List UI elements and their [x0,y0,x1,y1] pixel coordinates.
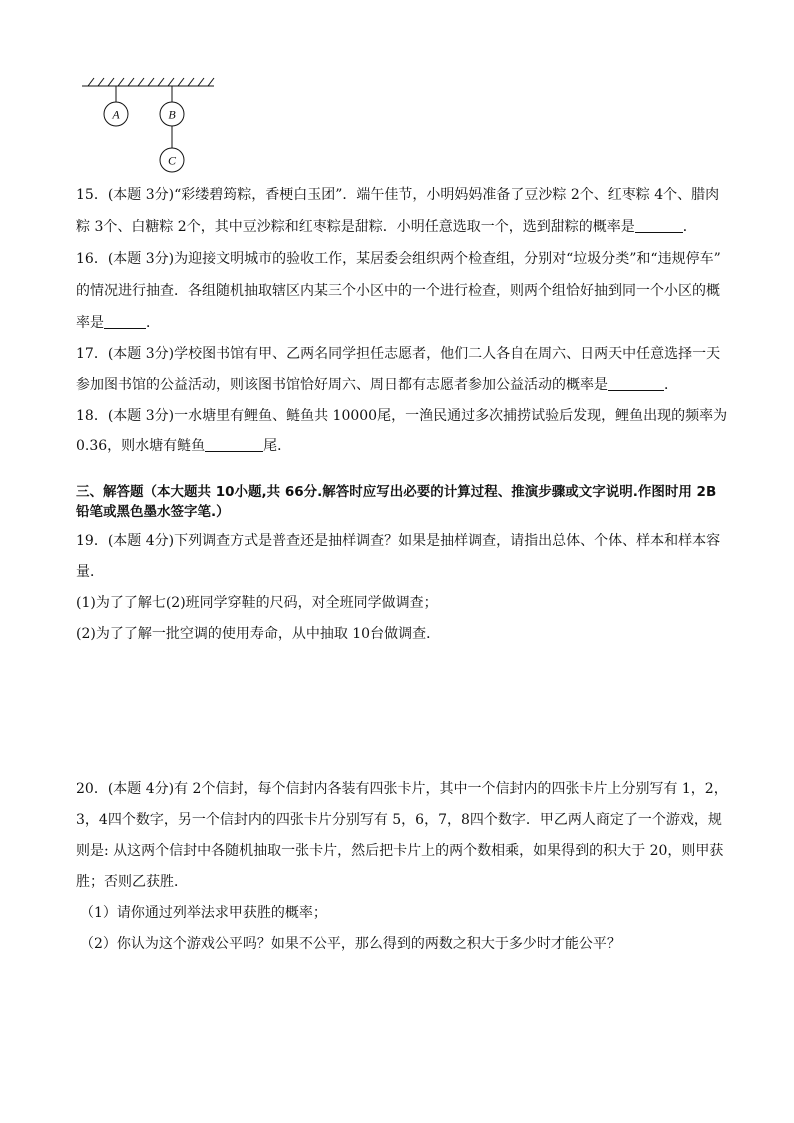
q15-answer-blank[interactable] [635,218,683,233]
ball-a-label: A [112,107,120,122]
q17-line-1: 17．(本题 3分)学校图书馆有甲、乙两名同学担任志愿者，他们二人各自在周六、日两天中任意选择一天 [76,346,721,362]
q18-text: 0.36，则水塘有鲢鱼 [76,438,206,454]
q16-end: ． [146,315,160,331]
ball-b-label: B [168,107,176,122]
q15-line-1: 15．(本题 3分)“彩缕碧筠粽，香梗白玉团”．端午佳节，小明妈妈准备了豆沙粽 2个、红枣粽 4个、腊肉 [76,187,720,203]
q18-end: 尾． [263,438,292,454]
q17-line-2 [76,375,736,395]
q16-line-1: 16．(本题 3分)为迎接文明城市的验收工作，某居委会组织两个检查组，分别对“垃圾分类”和“违规停车” [76,251,721,267]
q15-line-2 [76,217,736,237]
q20-line-4: 胜；否则乙获胜． [76,874,188,890]
q20-sub-1: （1）请你通过列举法求甲获胜的概率； [80,905,327,921]
q17-answer-blank[interactable] [608,376,664,391]
q17-end: ． [664,377,678,393]
hanging-balls-figure [76,74,226,180]
q19-line-2: 量． [76,564,104,580]
ceiling-hatching [82,78,214,86]
q17-text: 参加图书馆的公益活动，则该图书馆恰好周六、周日都有志愿者参加公益活动的概率是 [76,377,608,393]
section-3-heading-line-2: 铅笔或黑色墨水签字笔.） [76,504,230,520]
q20-line-3: 则是: 从这两个信封中各随机抽取一张卡片，然后把卡片上的两个数相乘，如果得到的积大于 20，则甲获 [76,843,724,859]
q20-line-2: 3，4四个数字，另一个信封内的四张卡片分别写有 5，6，7，8四个数字．甲乙两人商定了一个游戏，规 [76,812,722,828]
q20-line-1: 20．(本题 4分)有 2个信封，每个信封内各装有四张卡片，其中一个信封内的四张卡片上分别写有 1，2， [76,781,728,797]
q18-line-2 [76,436,736,456]
q18-answer-blank[interactable] [205,437,263,452]
q15-end: ． [682,219,697,235]
q18-line-1: 18．(本题 3分)一水塘里有鲤鱼、鲢鱼共 10000尾，一渔民通过多次捕捞试验后发现，鲤鱼出现的频率为 [76,408,728,424]
q16-line-2: 的情况进行抽查．各组随机抽取辖区内某三个小区中的一个进行检查，则两个组恰好抽到同一个小区的概 [76,283,720,299]
q19-line-1: 19．(本题 4分)下列调查方式是普查还是抽样调查？如果是抽样调查，请指出总体、个体、样本和样本容 [76,533,721,549]
q16-line-3 [76,313,736,333]
section-3-heading-line-1: 三、解答题（本大题共 10小题,共 66分.解答时应写出必要的计算过程、推演步骤或文字说明.作图时用 2B [76,484,717,500]
q19-sub-1: (1)为了了解七(2)班同学穿鞋的尺码，对全班同学做调查； [76,595,438,611]
q16-answer-blank[interactable] [104,314,146,329]
q20-sub-2: （2）你认为这个游戏公平吗？如果不公平，那么得到的两数之积大于多少时才能公平？ [80,936,621,952]
q15-text: 粽 3个、白糖粽 2个，其中豆沙粽和红枣粽是甜粽．小明任意选取一个，选到甜粽的概率是 [76,219,635,235]
ball-c-label: C [167,153,177,168]
q16-text: 率是 [76,315,104,331]
q19-sub-2: (2)为了了解一批空调的使用寿命，从中抽取 10台做调查． [76,626,441,642]
